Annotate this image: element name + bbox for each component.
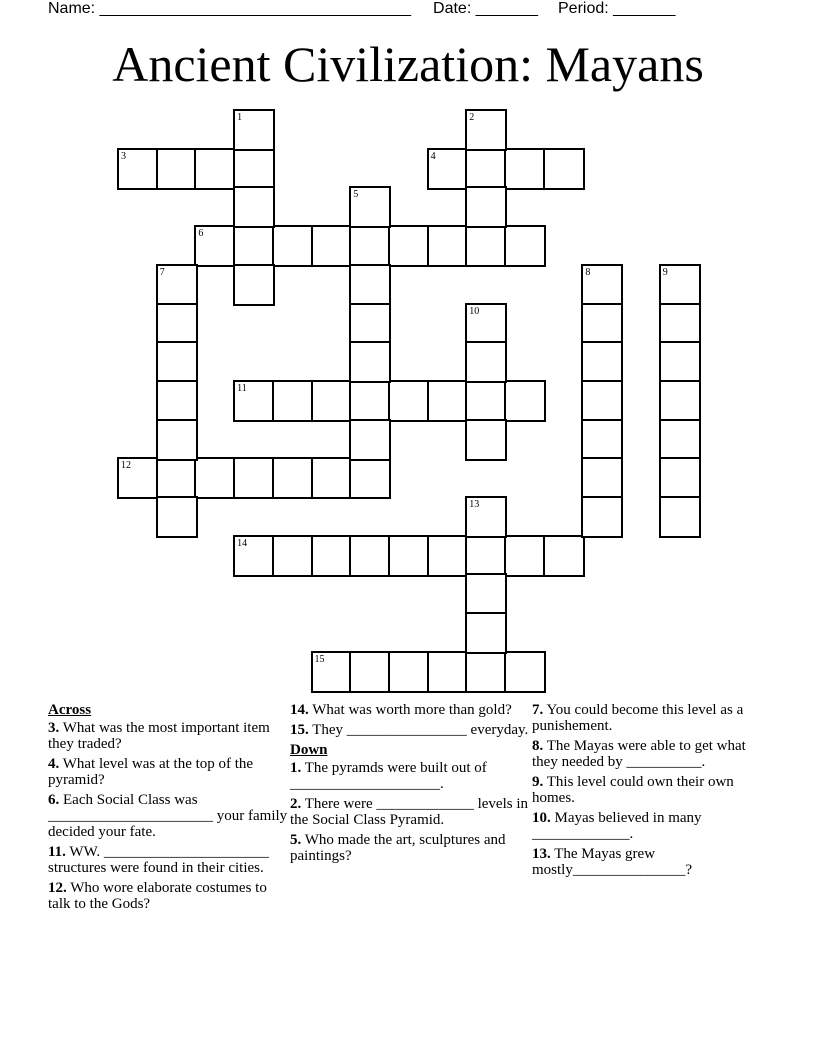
grid-number-7: 7 xyxy=(159,266,165,278)
grid-cell[interactable] xyxy=(272,535,314,577)
grid-cell[interactable] xyxy=(311,457,353,499)
grid-cell[interactable] xyxy=(504,380,546,422)
grid-cell[interactable] xyxy=(156,419,198,461)
grid-cell[interactable] xyxy=(659,457,701,499)
grid-cell[interactable] xyxy=(581,496,623,538)
grid-cell[interactable] xyxy=(581,380,623,422)
clue-number: 6. xyxy=(48,792,60,808)
grid-cell[interactable] xyxy=(465,225,507,267)
clue-number: 4. xyxy=(48,756,60,772)
grid-cell[interactable] xyxy=(465,380,507,422)
grid-number-15: 15 xyxy=(314,653,325,665)
grid-number-13: 13 xyxy=(469,499,480,510)
clue-text: What level was at the top of the pyramid? xyxy=(48,756,254,788)
clue-text: Who wore elaborate costumes to talk to the Gods? xyxy=(48,880,267,912)
clue-number: 9. xyxy=(532,774,544,790)
clue-text: The pyramds were built out of ____________________. xyxy=(290,760,487,792)
grid-cell[interactable] xyxy=(272,380,314,422)
clue-text: WW. ______________________ structures were found in their cities. xyxy=(48,844,269,876)
clue-text: The Mayas were able to get what they needed by __________. xyxy=(532,738,746,770)
grid-cell[interactable] xyxy=(465,651,507,693)
grid-number-14: 14 xyxy=(237,537,248,549)
clue-number: 2. xyxy=(290,796,302,812)
grid-cell[interactable] xyxy=(427,380,469,422)
grid-cell[interactable] xyxy=(543,535,585,577)
clue-text: There were _____________ levels in the Social Class Pyramid. xyxy=(290,796,529,828)
grid-cell[interactable] xyxy=(504,535,546,577)
grid-cell[interactable] xyxy=(156,457,198,499)
clue-text: What was worth more than gold? xyxy=(312,702,512,718)
grid-cell[interactable] xyxy=(388,380,430,422)
clue-text: Mayas believed in many _____________. xyxy=(532,810,702,842)
clue-down-7 xyxy=(532,702,772,734)
grid-cell[interactable] xyxy=(156,496,198,538)
across-heading: Across xyxy=(48,702,92,718)
clue-text: What was the most important item they traded? xyxy=(48,720,270,752)
grid-cell[interactable] xyxy=(427,651,469,693)
grid-number-3: 3 xyxy=(121,150,126,162)
clue-across-15 xyxy=(290,722,530,738)
clue-number: 3. xyxy=(48,720,60,736)
grid-cell[interactable] xyxy=(156,303,198,345)
clue-down-2 xyxy=(290,796,530,828)
grid-cell[interactable] xyxy=(311,380,353,422)
grid-cell[interactable] xyxy=(465,148,507,190)
clue-down-1 xyxy=(290,760,530,792)
grid-number-4: 4 xyxy=(430,150,436,162)
grid-cell[interactable] xyxy=(388,651,430,693)
clues-column-2 xyxy=(290,702,530,868)
clues-column-3 xyxy=(532,702,772,882)
down-heading: Down xyxy=(290,742,328,758)
clue-text: This level could own their own homes. xyxy=(532,774,734,806)
grid-cell[interactable] xyxy=(233,225,275,267)
grid-cell[interactable] xyxy=(581,419,623,461)
grid-cell[interactable] xyxy=(659,380,701,422)
clue-down-10 xyxy=(532,810,772,842)
grid-cell[interactable] xyxy=(349,380,391,422)
grid-cell[interactable] xyxy=(233,457,275,499)
grid-number-1: 1 xyxy=(237,112,243,123)
grid-cell[interactable] xyxy=(156,380,198,422)
grid-cell[interactable] xyxy=(581,303,623,345)
grid-cell[interactable] xyxy=(156,341,198,383)
grid-cell[interactable] xyxy=(349,651,391,693)
name-field-label[interactable]: Name: ___________________________________ xyxy=(48,0,412,17)
grid-cell[interactable] xyxy=(349,225,391,267)
grid-cell[interactable] xyxy=(581,457,623,499)
grid-cell[interactable] xyxy=(504,148,546,190)
grid-number-12: 12 xyxy=(121,460,131,472)
grid-cell[interactable] xyxy=(504,225,546,267)
grid-cell[interactable] xyxy=(349,457,391,499)
grid-cell[interactable] xyxy=(233,148,275,190)
grid-number-10: 10 xyxy=(469,305,480,317)
grid-cell[interactable] xyxy=(465,612,507,654)
grid-cell[interactable] xyxy=(311,535,353,577)
grid-cell[interactable] xyxy=(233,186,275,228)
clue-across-4 xyxy=(48,756,288,788)
grid-cell[interactable] xyxy=(349,264,391,306)
grid-cell[interactable] xyxy=(659,303,701,345)
grid-number-6: 6 xyxy=(198,228,204,240)
grid-cell[interactable] xyxy=(465,535,507,577)
grid-cell[interactable] xyxy=(311,225,353,267)
clue-down-9 xyxy=(532,774,772,806)
clue-number: 5. xyxy=(290,832,302,848)
clue-text: Who made the art, sculptures and paintings? xyxy=(290,832,506,864)
clue-number: 1. xyxy=(290,760,302,776)
grid-cell[interactable] xyxy=(349,535,391,577)
clue-across-11 xyxy=(48,844,288,876)
grid-cell[interactable] xyxy=(427,225,469,267)
grid-cell[interactable] xyxy=(349,341,391,383)
clue-across-12 xyxy=(48,880,288,912)
grid-cell[interactable] xyxy=(156,148,198,190)
grid-cell[interactable] xyxy=(233,264,275,306)
grid-cell[interactable] xyxy=(427,535,469,577)
grid-cell[interactable] xyxy=(504,651,546,693)
grid-cell[interactable] xyxy=(272,457,314,499)
clue-across-6 xyxy=(48,792,288,840)
clue-down-5 xyxy=(290,832,530,864)
grid-cell[interactable] xyxy=(659,341,701,383)
clue-number: 13. xyxy=(532,846,551,862)
clue-down-8 xyxy=(532,738,772,770)
clue-number: 12. xyxy=(48,880,67,896)
period-field-label[interactable]: Period: _______ xyxy=(558,0,676,17)
clue-number: 7. xyxy=(532,702,544,718)
grid-cell[interactable] xyxy=(388,225,430,267)
grid-cell[interactable] xyxy=(543,148,585,190)
page-title: Ancient Civilization: Mayans xyxy=(112,36,704,92)
clue-text: They ________________ everyday. xyxy=(312,722,529,738)
grid-cell[interactable] xyxy=(465,341,507,383)
grid-cell[interactable] xyxy=(349,303,391,345)
grid-cell[interactable] xyxy=(349,419,391,461)
clue-number: 10. xyxy=(532,810,551,826)
grid-number-11: 11 xyxy=(237,382,247,394)
clue-number: 15. xyxy=(290,722,309,738)
grid-cell[interactable] xyxy=(194,148,236,190)
grid-cell[interactable] xyxy=(272,225,314,267)
clue-down-13 xyxy=(532,846,772,878)
clue-across-14 xyxy=(290,702,530,718)
clue-text: You could become this level as a punishement. xyxy=(532,702,744,734)
grid-number-8: 8 xyxy=(585,266,591,278)
grid-cell[interactable] xyxy=(659,496,701,538)
grid-number-2: 2 xyxy=(469,112,475,123)
clue-text: Each Social Class was ______________________ your family decided your fate. xyxy=(48,792,288,840)
clue-number: 14. xyxy=(290,702,309,718)
clue-text: The Mayas grew mostly_______________? xyxy=(532,846,692,878)
grid-cell[interactable] xyxy=(465,573,507,615)
grid-cell[interactable] xyxy=(194,457,236,499)
grid-number-5: 5 xyxy=(353,189,359,201)
grid-cell[interactable] xyxy=(465,186,507,228)
clue-number: 8. xyxy=(532,738,544,754)
grid-cell[interactable] xyxy=(388,535,430,577)
clues-column-1 xyxy=(48,702,288,916)
grid-cell[interactable] xyxy=(659,419,701,461)
clue-number: 11. xyxy=(48,844,66,860)
date-field-label[interactable]: Date: _______ xyxy=(433,0,538,17)
grid-cell[interactable] xyxy=(465,419,507,461)
clue-across-3 xyxy=(48,720,288,752)
grid-number-9: 9 xyxy=(662,266,668,278)
grid-cell[interactable] xyxy=(581,341,623,383)
